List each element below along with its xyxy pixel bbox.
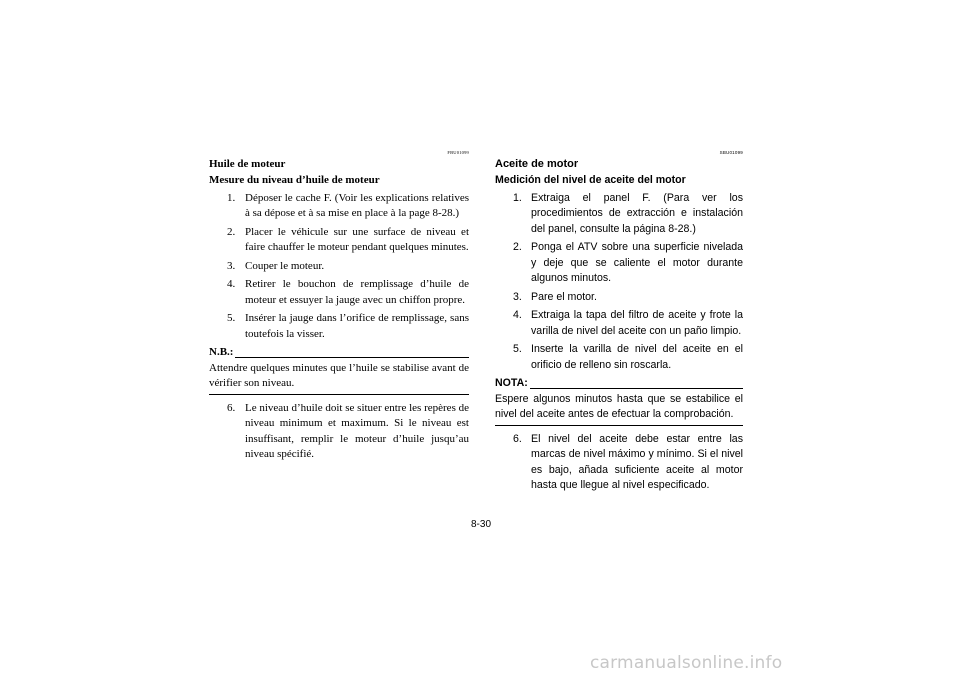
list-item xyxy=(209,225,469,256)
page-number: 8-30 xyxy=(470,519,491,530)
step-number: 1. xyxy=(513,191,522,204)
step-text: El nivel del aceite debe estar entre las marcas de nivel máximo y mínimo. Si el nivel es bajo, añada suficiente aceite al motor hasta que llegue al nivel especificado. xyxy=(531,432,743,491)
section-code: SBU01099 xyxy=(719,150,743,155)
watermark-text: carmanualsonline.info xyxy=(590,653,783,673)
step-text: Retirer le bouchon de remplissage d’huile de moteur et essuyer la jauge avec un chiffon propre. xyxy=(245,278,469,306)
steps-list xyxy=(495,191,743,374)
step-text: Extraiga el panel F. (Para ver los procedimientos de extracción e instalación del panel, consulte la página 8-28.) xyxy=(531,191,743,235)
note-header xyxy=(495,376,743,392)
note-end-rule xyxy=(209,394,469,395)
step-number: 5. xyxy=(227,312,236,324)
list-item xyxy=(495,342,743,373)
step-text: Inserte la varilla de nivel del aceite en el orificio de relleno sin roscarla. xyxy=(531,343,743,371)
list-item xyxy=(209,259,469,275)
list-item xyxy=(495,290,743,306)
step-text: Couper le moteur. xyxy=(245,259,325,272)
section-subtitle: Medición del nivel de aceite del motor xyxy=(495,174,686,186)
note-text: Attendre quelques minutes que l’huile se stabilise avant de vérifier son niveau. xyxy=(209,361,469,389)
step-number: 6. xyxy=(227,401,236,414)
list-item xyxy=(495,308,743,339)
section-title: Aceite de motor xyxy=(495,158,579,170)
step-text: Pare el motor. xyxy=(531,290,597,303)
list-item xyxy=(495,432,743,494)
note-header xyxy=(209,345,469,361)
note-text: Espere algunos minutos hasta que se estabilice el nivel del aceite antes de efectuar la comprobación. xyxy=(495,392,743,420)
list-item xyxy=(209,277,469,308)
step-text: Placer le véhicule sur une surface de niveau et faire chauffer le moteur pendant quelques minutes. xyxy=(245,225,469,253)
steps-list-continued xyxy=(495,432,743,494)
step-text: Le niveau d’huile doit se situer entre les repères de niveau minimum et maximum. Si le niveau est insuffisant, remplir le moteur d’huile jusqu’au niveau spécifié. xyxy=(245,401,469,460)
french-column xyxy=(209,150,469,466)
list-item xyxy=(209,401,469,463)
step-text: Ponga el ATV sobre una superficie nivelada y deje que se caliente el motor durante algunos minutos. xyxy=(531,241,743,284)
note-end-rule xyxy=(495,425,743,426)
note-label: NOTA: xyxy=(495,377,528,389)
step-number: 3. xyxy=(227,259,236,272)
step-text: Insérer la jauge dans l’orifice de remplissage, sans toutefois la visser. xyxy=(245,312,469,340)
section-title: Huile de moteur xyxy=(209,158,286,170)
steps-list xyxy=(209,191,469,343)
step-number: 2. xyxy=(227,225,236,238)
section-code: FBU01099 xyxy=(447,150,469,155)
step-number: 5. xyxy=(513,343,522,355)
spanish-column xyxy=(495,150,743,497)
list-item xyxy=(495,240,743,287)
step-number: 1. xyxy=(227,191,236,204)
step-text: Déposer le cache F. (Voir les explications relatives à sa dépose et à sa mise en place à la page 8-28.) xyxy=(245,191,469,219)
list-item xyxy=(209,191,469,222)
step-number: 3. xyxy=(513,290,522,303)
step-number: 6. xyxy=(513,432,522,445)
list-item xyxy=(495,191,743,238)
step-number: 4. xyxy=(513,309,522,321)
section-subtitle: Mesure du niveau d’huile de moteur xyxy=(209,174,380,186)
step-number: 2. xyxy=(513,241,522,253)
steps-list-continued xyxy=(209,401,469,463)
step-number: 4. xyxy=(227,278,236,290)
note-label: N.B.: xyxy=(209,346,234,358)
step-text: Extraiga la tapa del filtro de aceite y frote la varilla de nivel del aceite con un paño limpio. xyxy=(531,309,743,337)
note-rule xyxy=(530,388,743,389)
list-item xyxy=(209,311,469,342)
note-rule xyxy=(235,357,469,358)
